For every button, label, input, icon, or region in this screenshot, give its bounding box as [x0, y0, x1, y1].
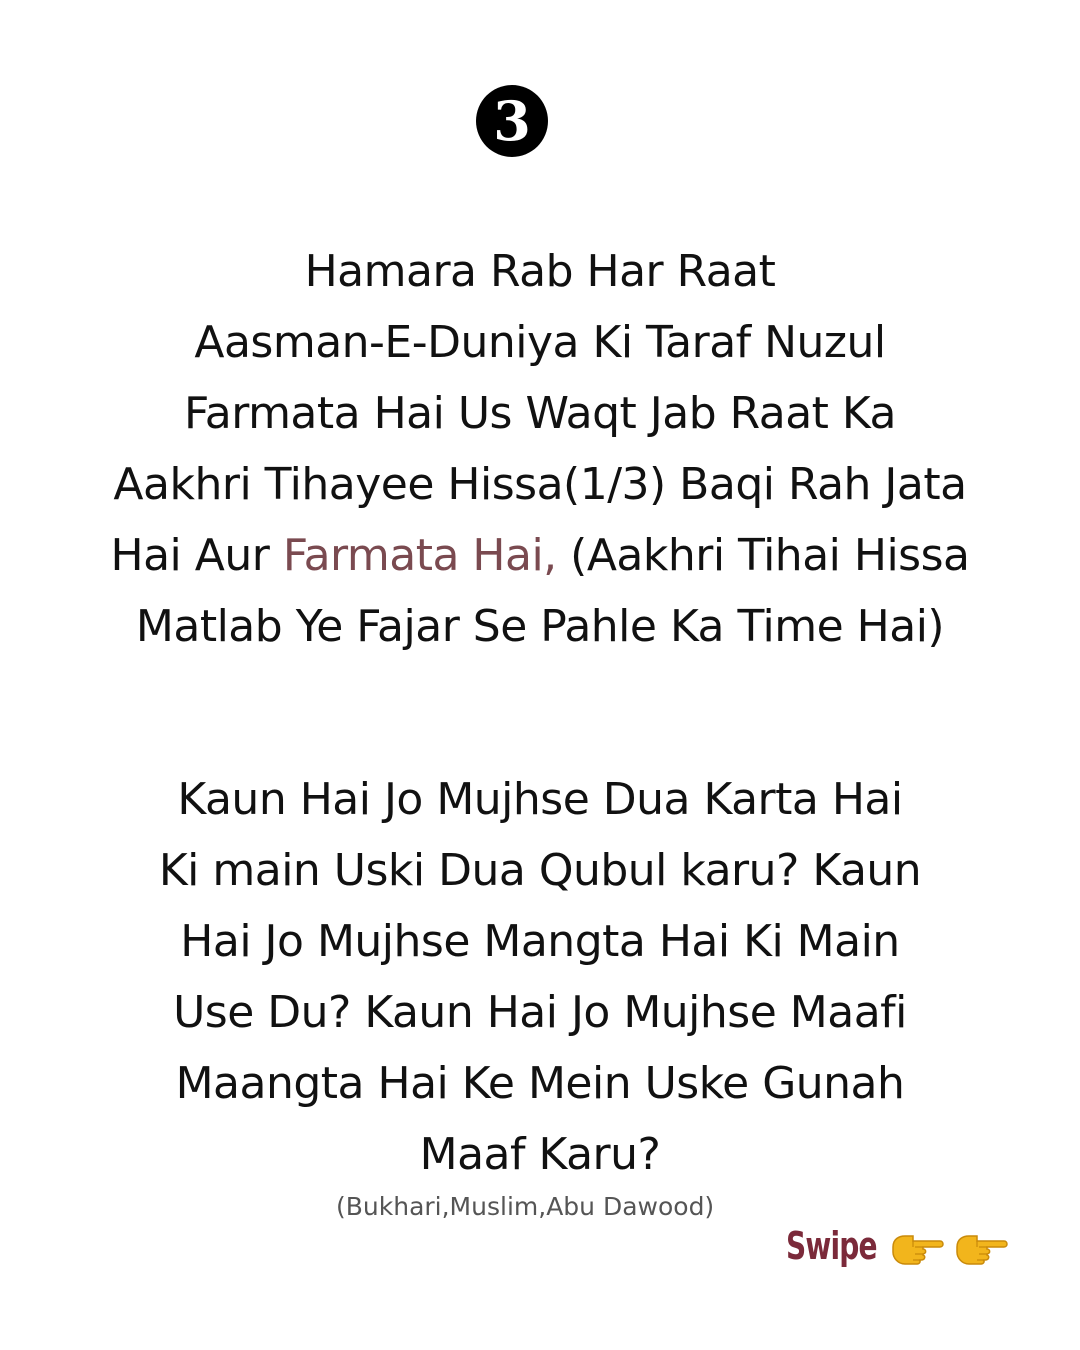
highlighted-phrase: Farmata Hai, [282, 530, 557, 581]
text-segment: Hai Aur [110, 530, 283, 581]
text-line: Use Du? Kaun Hai Jo Mujhse Maafi [173, 987, 907, 1038]
pointing-hand-icon [955, 1227, 1009, 1265]
text-line: Kaun Hai Jo Mujhse Dua Karta Hai [177, 774, 903, 825]
text-segment: (Aakhri Tihai Hissa [556, 530, 970, 581]
badge-number: 3 [493, 89, 531, 153]
text-line: Hai Jo Mujhse Mangta Hai Ki Main [180, 916, 900, 967]
text-line: Ki main Uski Dua Qubul karu? Kaun [158, 845, 922, 896]
text-line: Aasman-E-Duniya Ki Taraf Nuzul [194, 317, 886, 368]
text-line: Matlab Ye Fajar Se Pahle Ka Time Hai) [135, 601, 945, 652]
text-line: Farmata Hai Us Waqt Jab Raat Ka [184, 388, 896, 439]
text-line [40, 520, 1040, 591]
number-badge [476, 85, 548, 157]
text-line: Aakhri Tihayee Hissa(1/3) Baqi Rah Jata [113, 459, 967, 510]
text-line: Maangta Hai Ke Mein Uske Gunah [175, 1058, 905, 1109]
pointing-hand-icon [891, 1227, 945, 1265]
hadith-paragraph-1 [40, 236, 1040, 662]
swipe-hint [786, 1216, 1009, 1276]
swipe-label: Swipe [786, 1224, 877, 1268]
text-line: Hamara Rab Har Raat [304, 246, 776, 297]
hadith-reference: (Bukhari,Muslim,Abu Dawood) [336, 1192, 715, 1221]
hadith-paragraph-2 [40, 764, 1040, 1190]
text-line: Maaf Karu? [419, 1129, 661, 1180]
